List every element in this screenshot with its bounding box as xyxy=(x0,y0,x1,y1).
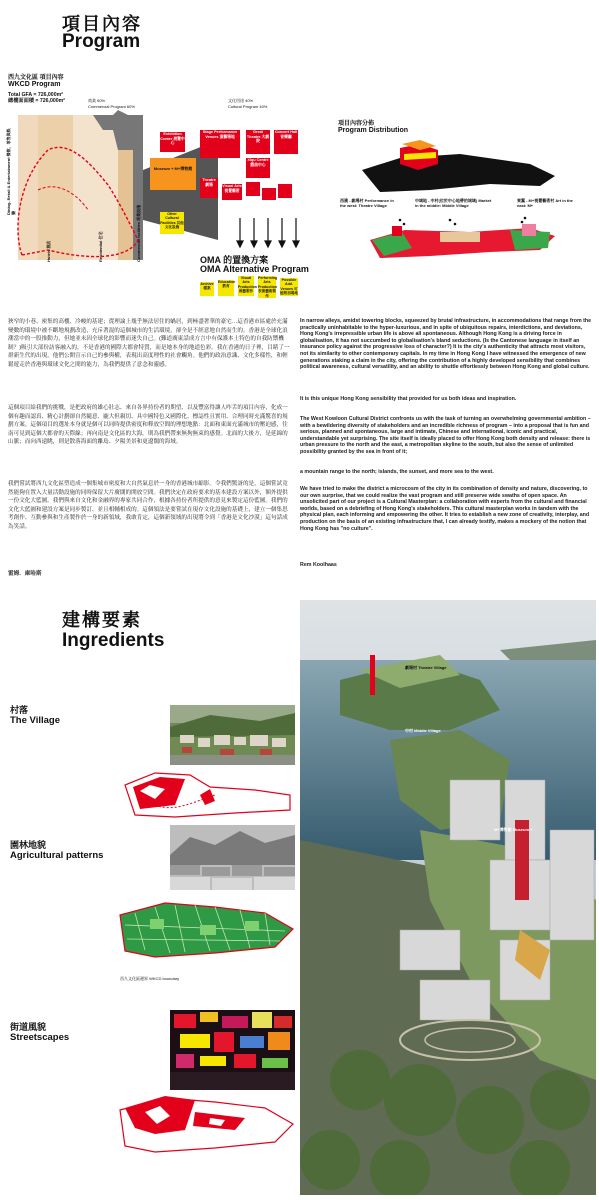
essay-en-p2b: a mountain range to the north; islands, the sunset, and more sea to the west. xyxy=(300,469,494,475)
distribution-title-en: Program Distribution xyxy=(338,127,409,134)
agri-plan xyxy=(115,895,300,975)
total-gfa-zh: 總樓面面積 = 726,000m² xyxy=(8,98,65,104)
essay-en-p2: The West Kowloon Cultural District confronts us with the task of turning an overwhelming governmental ambition – with a bewildering diversity of stakeholders and an incredible richness of program – into a proposal that is fun and serious, planned and spontaneous, large and intimate, Chinese and international, iconic and practical, understandable yet surprising. The site itself is ideally placed to offer Hong Kong both density and release: there is urban pressure to the north and the east, a metropolitan skyline to the south, but also the sense of unlimited possibility granted by the sea in front of it; xyxy=(300,416,591,455)
street-plan xyxy=(115,1090,300,1170)
street-photo xyxy=(170,1010,295,1090)
box-museum: Museum + M+博物館 xyxy=(150,158,196,190)
essay-zh-p3: 我們嘗試將西九文化區塑造成一個集城市密度和大自然氣息於一身的香港城市縮影。令我們驚訝的是，這個嘗試竟然能夠在置入大量活動設施的同時保留大片廣闊的開放空間。我們決定在政府要求的基本建設方案以外，額外提供一份文化大藍圖。我們與來自文化和金融界的專家共同合作，根據各持份者所提供的意見來製定這份藍圖。我們的文化大藍圖和建設方案是同步製訂、並且相輔相成的。這個領法是要嘗試在現存文化設施的基礎上，建立一個集思考創作、互動參與和生產製作於一身的新領域，我敢肯定，這個新領域的出現將令到「香港是文化沙漠」這句話成為笑話。 xyxy=(8,481,288,530)
distribution-title-zh: 項目內容分佈 xyxy=(338,121,375,127)
render-label-middle: 中村 Middle Village xyxy=(405,728,441,733)
village-title-zh: 村落 xyxy=(10,705,29,715)
agri-title-zh: 園林地貌 xyxy=(10,840,47,850)
total-gfa: Total GFA = 726,000m² xyxy=(8,92,63,98)
village-photo xyxy=(170,705,295,765)
box-concert-hall: Concert Hall 音樂廳 xyxy=(274,130,298,154)
agri-photo xyxy=(170,825,295,890)
box-other-facilities: Other Cultural Facilities 其他文化設施 xyxy=(160,212,184,234)
agri-caption: 西九文化區邊界 WKCD boundary xyxy=(120,976,180,981)
essay-en-p3: We have tried to make the district a microcosm of the city in its combination of density and nature, discovering, to our own surprise, that we could realize the vast program and still preserve wide swaths of open space. An unsolicited part of our project is a Cultural Masterplan: a collaboration with experts from the cultural and financial worlds, based on a debriefing of Hong Kong's stakeholders. This cultural masterplan works in tandem with the physical plan, each informing and empowering the other. It tries to establish a new zone of creativity, interplay, and production on the basis of an existing infrastructure that, I can already testify, makes a mockery of the notion that Hong Kong has "no culture". xyxy=(300,486,590,532)
program-title-zh: 項目內容 xyxy=(62,14,142,34)
dist-middle: 中域地 - 中村(位於中心地帶的城域) Market in the middle: Middle Village xyxy=(415,198,492,208)
alt-visual-production: Visual Arts Production 視藝製作 xyxy=(238,276,254,296)
box-xiqu: Xiqu Centre 戲曲中心 xyxy=(246,158,270,178)
axis-label-hotels: Hotels 酒店 xyxy=(46,240,51,262)
cultural-en: Cultural Program 40% xyxy=(228,104,268,109)
render-label-museum: M+博物館 Museum + xyxy=(494,827,533,832)
model-render xyxy=(300,600,596,1195)
ingredients-title-zh: 建構要素 xyxy=(62,610,142,630)
dist-east: 東翼 - M+視覺藝術村 Art in the east: M+ xyxy=(517,198,573,208)
essay-zh-signature: 雷姆．庫哈斯 xyxy=(8,571,42,577)
box-theatre: Theatre 劇場 xyxy=(200,178,218,198)
dist-west: 西濱 - 劇場村 Performance in the west: Theatre Village xyxy=(340,198,394,208)
essay-zh-p1: 狹窄的小巷、密集的高樓、冷峻的基建；從理論上幾乎無法居住的蝸居，到極盡奢華的豪宅…這香港市區處於充滿變數的環境中被不斷地規劃改造，充斥著混的這個城市的生活環境，卻全是不經意地自然而生的。香港是全球化浪潮當中的一股推動力，但她並未因全球化的影響而迷失自己。(難道廣東話成方言中有保護本土特色的自我防禦機制？)吸引大部份訪客融入的，不是香港的國際大都會特質，而是她本身的地道色彩。我在香港的日子裡，目睹了一群新生代的出現，他們公開宣示自己的參與權，表現出高度理性的社會觸角。他們的政治意識、文化多樣性，和輕鬆遊走於香港與環球文化之間的能力，為我們提供了意念和靈感。 xyxy=(8,319,290,368)
commercial-en: Commercial Program 60% xyxy=(88,104,135,109)
render-label-theatre: 劇場村 Theatre Village xyxy=(405,665,447,670)
axis-label-residential: Residential 住宅 xyxy=(98,231,103,262)
wkcd-title-zh: 西九文化區 項目內容 xyxy=(8,75,64,81)
box-stage: Stage Performance Venues 演藝場地 xyxy=(200,130,240,158)
box-exhibition: Exhibition Center 展覽中心 xyxy=(160,132,185,152)
axis-label-commercial: Commercial facilities 商業設施 xyxy=(136,204,141,262)
box-great-theatre: Great Theatre 大劇院 xyxy=(246,130,270,154)
program-title-en: Program xyxy=(62,31,141,52)
axis-label-dining: Dining, Retail & Entertainment 餐飲、零售與娛樂 xyxy=(6,128,16,215)
street-title-zh: 街道風貌 xyxy=(10,1022,47,1032)
essay-en-p1b: It is this unique Hong Kong sensibility that provided for us both ideas and inspiration. xyxy=(300,396,517,402)
box-small-1 xyxy=(246,182,260,196)
box-small-2 xyxy=(262,188,276,200)
wkcd-title-en: WKCD Program xyxy=(8,81,61,88)
alt-performing-production: Performing Arts Production 表演藝術製作 xyxy=(258,276,278,298)
box-small-3 xyxy=(278,184,292,198)
essay-zh-p2: 這個項目給我們的挑戰，是把政府的雄心壯志、來自各界持份者的期望、以及豐富得讓人咋舌的項目內容，化成一個有趣而認真、精心計劃卻自然隨意、龐大但親切、具中國特色又國際化、標誌性且實用、合理同時充滿驚喜的規劃方案。這個項目的選址本身就是個可以同時提供密度和釋放空間的理想地點：北面和東面充滿城市的壓迫感，往南可見到這個大都會的天際線；再向南是文化區的大海。則為我們帶來無拘無束的感覺。北面的大後方，是延綿的山脈；而向西遠眺，則是散落海面的離島、夕陽美景和更遼闊的海域。 xyxy=(8,405,288,446)
village-plan xyxy=(115,765,300,825)
alt-archive: Archive 檔案 xyxy=(200,282,214,296)
oma-alt-en: OMA Alternative Program xyxy=(200,264,309,274)
box-visual-arts: Visual Arts 視覺藝術 xyxy=(222,184,242,200)
alt-education: Education 教育 xyxy=(218,280,234,296)
essay-en-p1: In narrow alleys, amidst towering blocks, squeezed by brutal infrastructure, in accommodations that range from the practically uninhabitable to the hyper-luxurious, and in spite of ubiquitous repairs, interdictions, and deviations, Hong Kong's irrepressible urban life is above all spontaneous. Although Hong Kong is a driving force in globalisation, it has not succumbed to globalisation's bland seductions. (Is the Cantonese language in itself an insurance policy against the progressive loss of character?) It is the city's authenticity that attracts most visitors, not its similarity to other contemporary capitals. In my time in Hong Kong I have witnessed the emergence of new generations staking a claim in the city, offering the contribution of a highly developed sensibility that combines political awareness, cultural versatility, and an ability to shuttle effortlessly between Hong Kong and global culture. xyxy=(300,318,592,371)
alt-possible-venues: Possible Add. Venues 可能附加場地 xyxy=(280,278,298,296)
village-title-en: The Village xyxy=(10,715,60,726)
oma-alt-zh: OMA 的置換方案 xyxy=(200,255,269,265)
essay-en-signature: Rem Koolhaas xyxy=(300,562,337,568)
agri-title-en: Agricultural patterns xyxy=(10,850,104,861)
commercial-zh: 商業 60% xyxy=(88,98,106,103)
distribution-diagram xyxy=(340,140,590,280)
cultural-zh: 文化用途 40% xyxy=(228,98,254,103)
street-title-en: Streetscapes xyxy=(10,1032,70,1043)
ingredients-title-en: Ingredients xyxy=(62,630,165,651)
